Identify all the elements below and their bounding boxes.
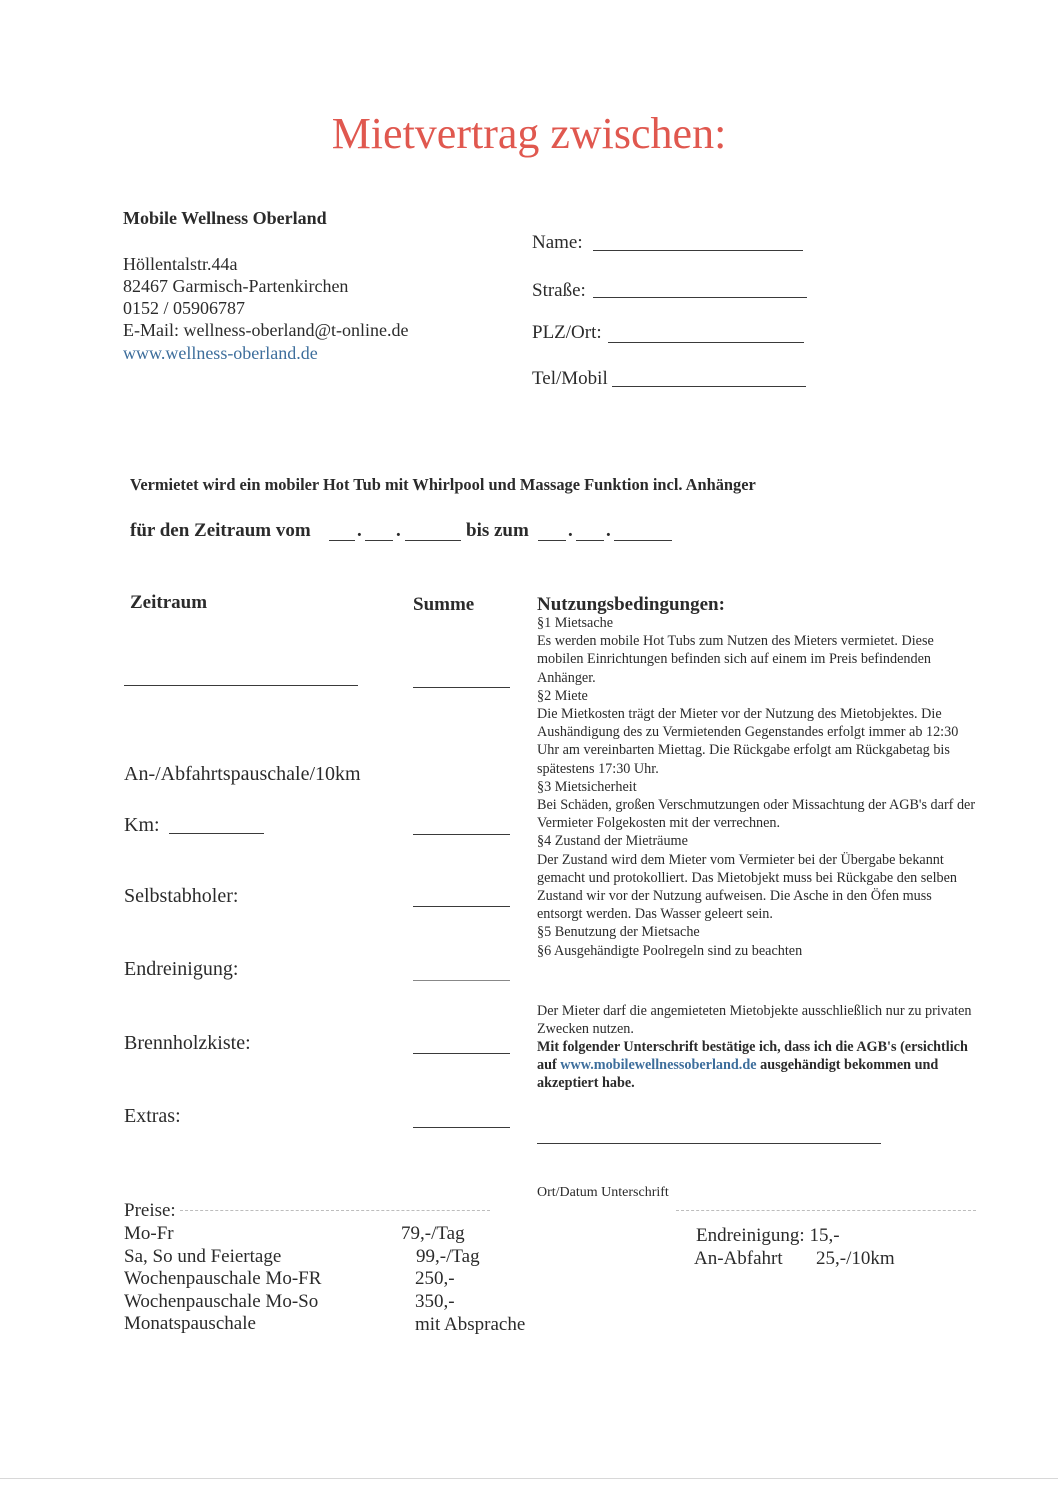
price-row-label: Mo-Fr [124,1223,174,1244]
tenant-phone-field[interactable] [612,386,806,387]
company-website-link[interactable]: www.wellness-oberland.de [123,343,318,363]
km-sum-field[interactable] [413,834,510,835]
divider-left [180,1210,490,1211]
column-zeitraum: Zeitraum [130,592,208,613]
price-extra-anfahrt-value: 25,-/10km [816,1248,895,1269]
anfahrt-label: An-/Abfahrtspauschale/10km [124,763,361,785]
rental-description: Vermietet wird ein mobiler Hot Tub mit Whirlpool und Massage Funktion incl. Anhänger [130,475,756,494]
tenant-name-field[interactable] [593,250,803,251]
private-use-text: Der Mieter darf die angemieteten Mietobjekte ausschließlich nur zu privaten Zwecken nutzen. [537,1003,972,1038]
page-bottom-edge [0,1478,1058,1479]
zeitraum-field[interactable] [124,685,358,686]
tenant-city-label: PLZ/Ort: [532,322,602,343]
period-to-year[interactable] [614,540,672,541]
page-title: Mietvertrag zwischen: [331,109,727,158]
term-3-text: Bei Schäden, großen Verschmutzungen oder Missachtung der AGB's darf der Vermieter Folgekosten mit der verrechnen. [537,797,976,832]
confirmation-part-2: ausgehändigt bekommen und akzeptiert habe. [537,1057,939,1092]
price-row-value: 250,- [415,1268,455,1289]
term-1-text: Es werden mobile Hot Tubs zum Nutzen des Mieters vermietet. Diese mobilen Einrichtungen befinden sich auf einem im Preis befindenden Anhänger. [537,633,934,686]
term-4-heading: §4 Zustand der Mieträume [537,833,688,850]
period-to-month[interactable] [576,540,604,541]
company-street: Höllentalstr.44a [123,254,238,274]
signature-label: Ort/Datum Unterschrift [537,1185,669,1200]
tenant-city-field[interactable] [608,342,804,343]
tenant-street-field[interactable] [593,297,807,298]
period-to-sep-1: . [568,520,573,541]
period-from-month[interactable] [365,540,393,541]
endreinigung-label: Endreinigung: [124,958,239,980]
tenant-name-label: Name: [532,232,583,253]
prices-heading: Preise: [124,1200,176,1221]
brennholz-sum-field[interactable] [413,1053,510,1054]
confirmation-text [537,1038,977,1093]
signature-line[interactable] [537,1143,881,1144]
term-4-text: Der Zustand wird dem Mieter vom Vermieter bei der Übergabe bekannt gemacht und protokolliert. Das Mietobjekt muss bei Rückgabe den selben Zustand wir vor der Nutzung aufweisen. Die Asche in den Öfen muss entsorgt werden. Das Wasser geleert sein. [537,851,958,923]
terms-block [537,614,977,960]
zeitraum-sum-field[interactable] [413,687,510,688]
company-email: E-Mail: wellness-oberland@t-online.de [123,320,409,340]
price-row-value: mit Absprache [415,1314,526,1335]
period-to-day[interactable] [538,540,566,541]
period-from-day[interactable] [329,540,355,541]
company-name: Mobile Wellness Oberland [123,208,327,228]
period-to-label: bis zum [466,520,529,541]
price-extra-endreinigung: Endreinigung: 15,- [696,1225,840,1246]
km-label: Km: [124,814,160,836]
term-1-heading: §1 Mietsache [537,615,614,631]
term-2-text: Die Mietkosten trägt der Mieter vor der Nutzung des Mietobjektes. Die Aushändigung des zu Vermietenden Gegenstandes erfolgt immer ab 12:30 Uhr am vereinbarten Miettag. Die Rückgabe erfolgt am Rückgabetag bis spätestens 17:30 Uhr. [537,706,959,777]
divider-right [676,1210,976,1211]
period-to-sep-2: . [606,520,611,541]
company-city: 82467 Garmisch-Partenkirchen [123,276,349,296]
price-row-label: Monatspauschale [124,1313,256,1334]
company-phone: 0152 / 05906787 [123,298,246,318]
price-row-value: 350,- [415,1291,455,1312]
term-6-heading: §6 Ausgehändigte Poolregeln sind zu beachten [537,942,803,959]
agb-link[interactable]: www.mobilewellnessoberland.de [560,1057,757,1074]
extras-sum-field[interactable] [413,1127,510,1128]
brennholz-label: Brennholzkiste: [124,1032,251,1054]
term-2-heading: §2 Miete [537,687,588,704]
period-from-label: für den Zeitraum vom [130,520,311,541]
price-row-value: 79,-/Tag [401,1223,465,1244]
term-5-heading: §5 Benutzung der Mietsache [537,924,700,941]
selbstabholer-label: Selbstabholer: [124,885,239,907]
column-summe: Summe [413,594,475,615]
endreinigung-sum-field[interactable] [413,980,510,981]
km-field[interactable] [169,833,264,834]
tenant-street-label: Straße: [532,280,586,301]
period-from-sep-2: . [396,520,401,541]
extras-label: Extras: [124,1105,181,1127]
confirmation-part-1: Mit folgender Unterschrift bestätige ich, dass ich die AGB's (ersichtlich auf [537,1039,968,1074]
price-row-label: Sa, So und Feiertage [124,1246,282,1267]
column-terms: Nutzungsbedingungen: [537,594,725,615]
tenant-phone-label: Tel/Mobil [532,368,608,389]
selbstabholer-sum-field[interactable] [413,906,510,907]
price-extra-anfahrt-label: An-Abfahrt [694,1248,783,1269]
period-from-sep-1: . [357,520,362,541]
price-row-label: Wochenpauschale Mo-FR [124,1268,322,1289]
price-row-label: Wochenpauschale Mo-So [124,1291,319,1312]
term-3-heading: §3 Mietsicherheit [537,778,637,795]
period-from-year[interactable] [405,540,461,541]
price-row-value: 99,-/Tag [416,1246,480,1267]
